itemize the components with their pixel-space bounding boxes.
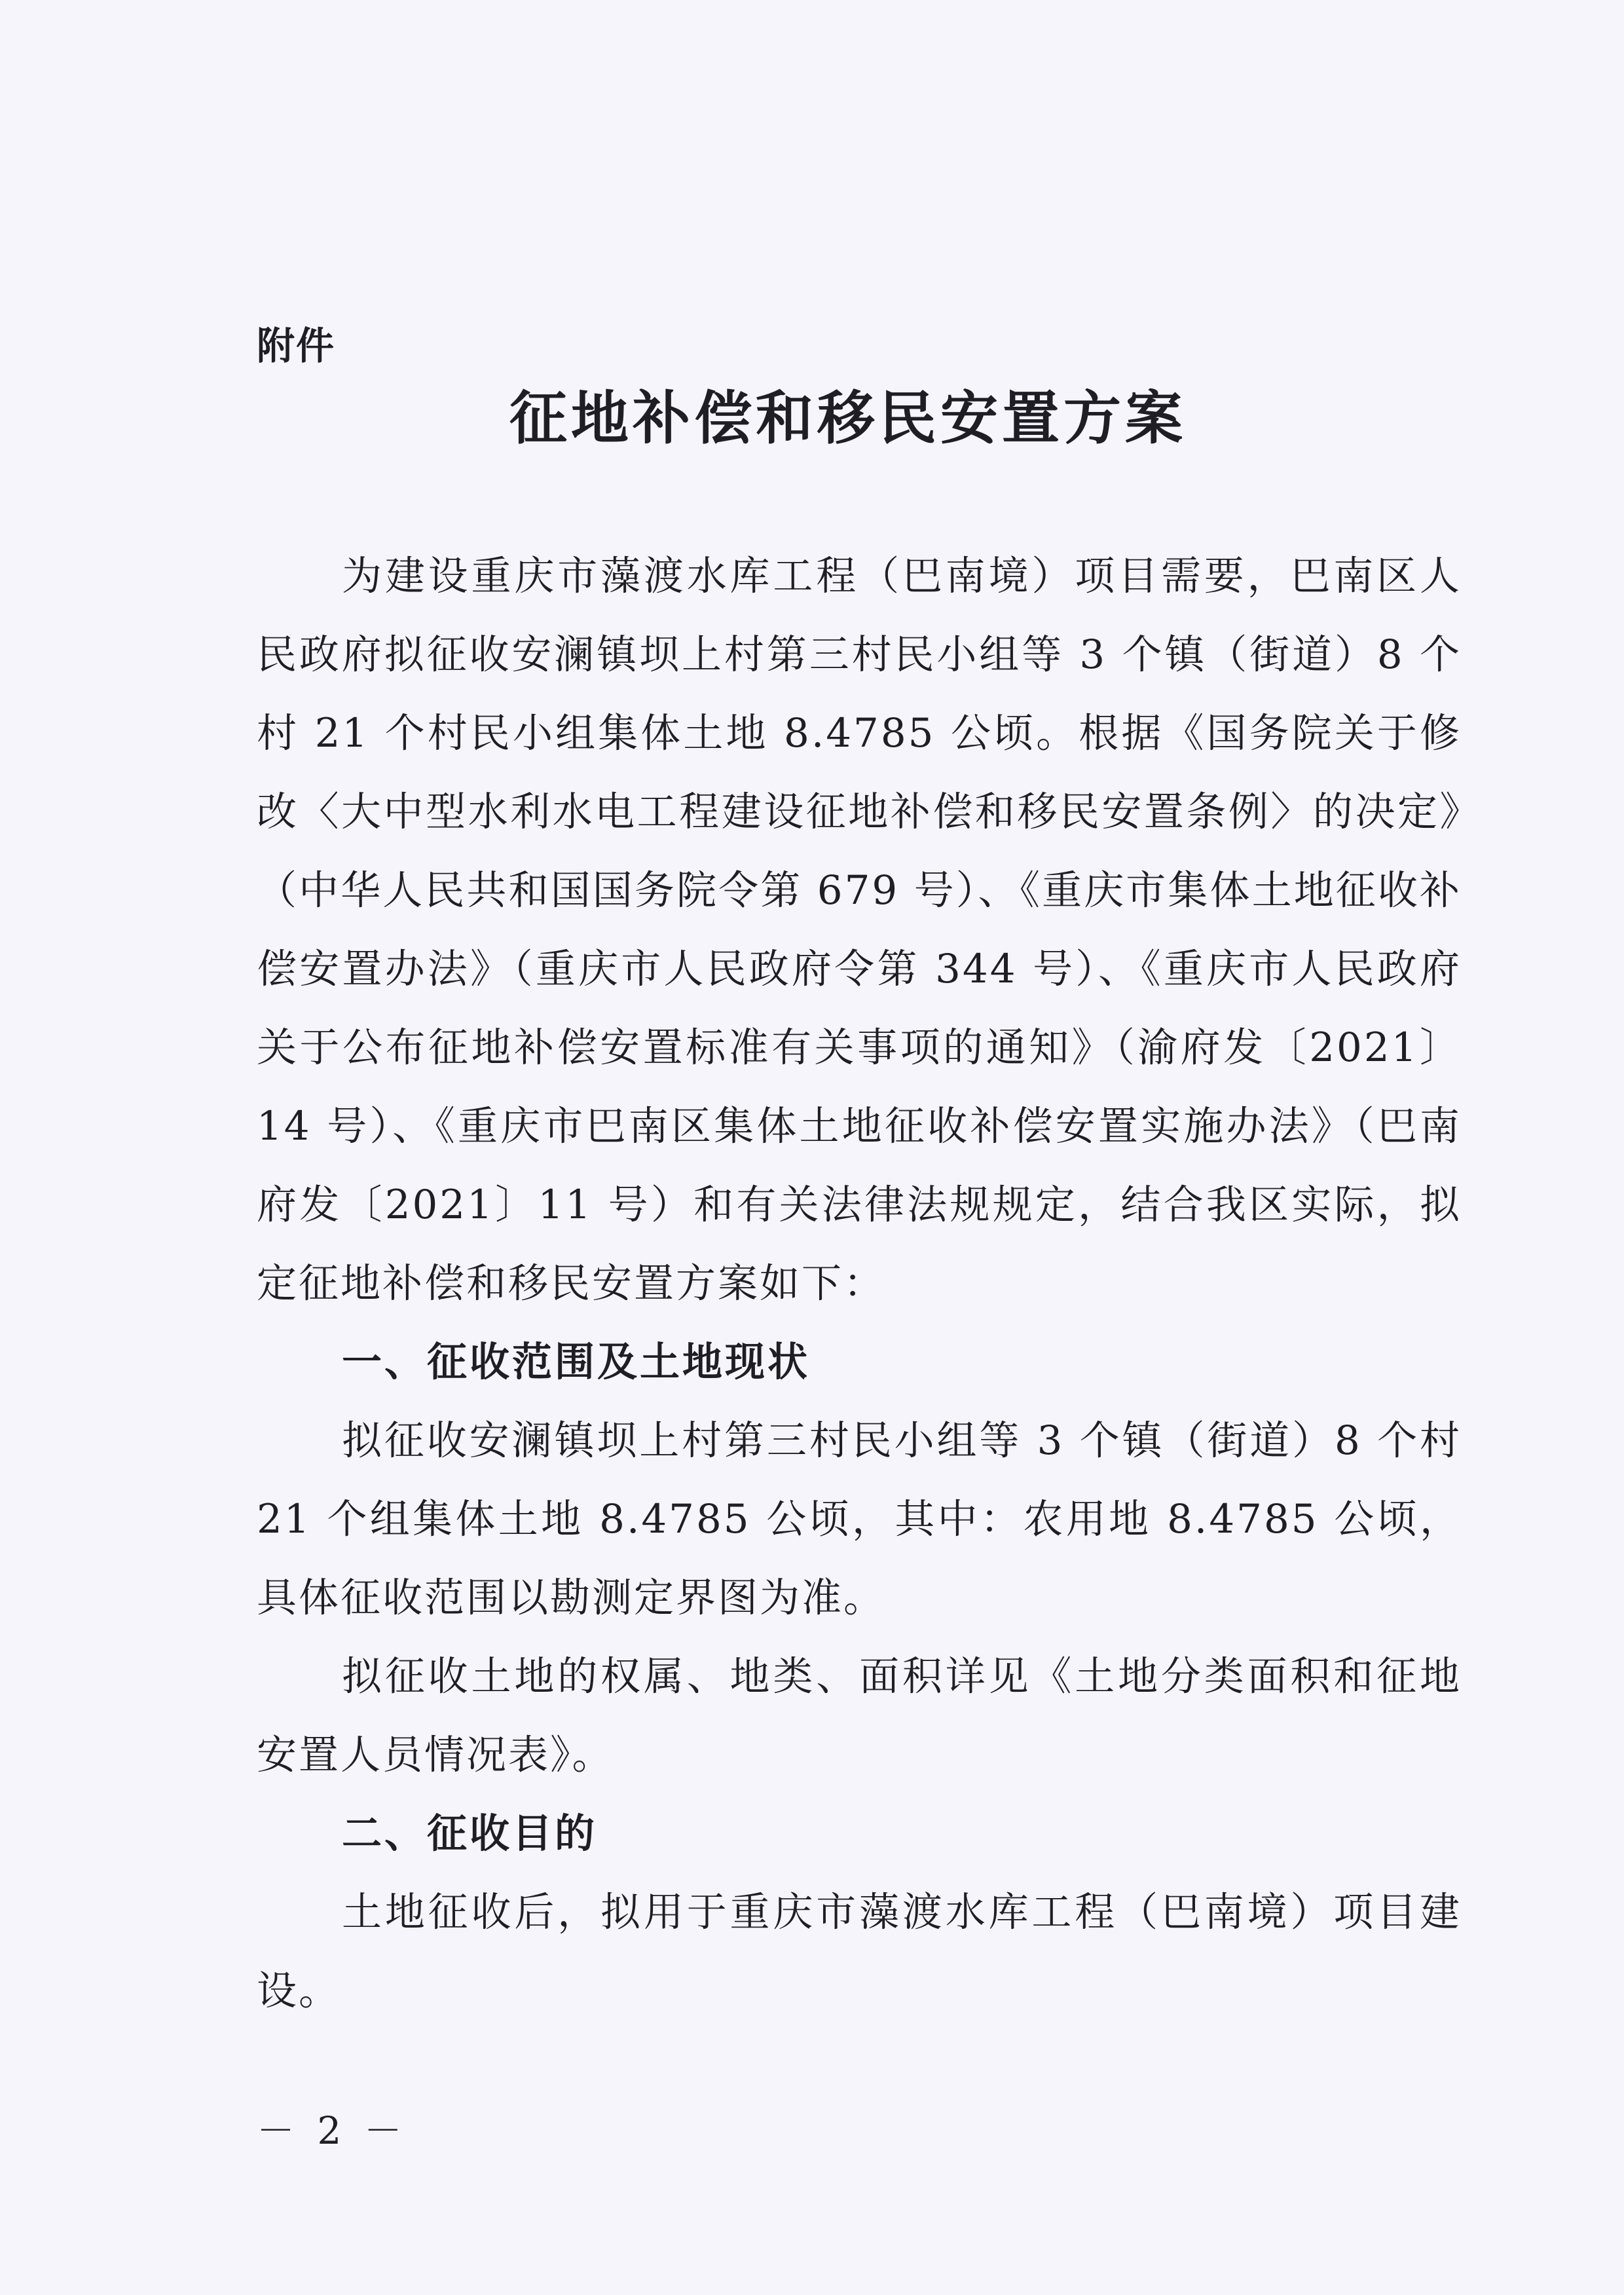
page-title: 征地补偿和移民安置方案 <box>509 384 1187 452</box>
section-2-paragraph-1: 土地征收后，拟用于重庆市藻渡水库工程（巴南境）项目建设。 <box>257 1889 1462 2014</box>
section-1-paragraph-2: 拟征收土地的权属、地类、面积详见《土地分类面积和征地安置人员情况表》。 <box>257 1653 1462 1778</box>
attachment-label: 附件 <box>257 324 336 368</box>
page-number: － 2 － <box>257 2108 407 2153</box>
section-1-paragraph-1: 拟征收安澜镇坝上村第三村民小组等 3 个镇（街道）8 个村 21 个组集体土地 8.4785 公顷，其中：农用地 8.4785 公顷，具体征收范围以勘测定界图为准。 <box>257 1417 1462 1621</box>
section-1-heading: 一、征收范围及土地现状 <box>342 1339 811 1385</box>
intro-paragraph: 为建设重庆市藻渡水库工程（巴南境）项目需要，巴南区人民政府拟征收安澜镇坝上村第三村民小组等 3 个镇（街道）8 个村 21 个村民小组集体土地 8.4785 公顷。根据《国务院关于修改〈大中型水利水电工程建设征地补偿和移民安置条例〉的决定》（中华人民共和国国务院令第 679 号）、《重庆市集体土地征收补偿安置办法》（重庆市人民政府令第 344 号）、《重庆市人民政府关于公布征地补偿安置标准有关事项的通知》（渝府发〔2021〕14 号）、《重庆市巴南区集体土地征收补偿安置实施办法》（巴南府发〔2021〕11 号）和有关法律法规规定，结合我区实际，拟定征地补偿和移民安置方案如下： <box>257 553 1462 1307</box>
section-2-heading: 二、征收目的 <box>342 1810 598 1857</box>
document-body <box>257 537 1462 2030</box>
